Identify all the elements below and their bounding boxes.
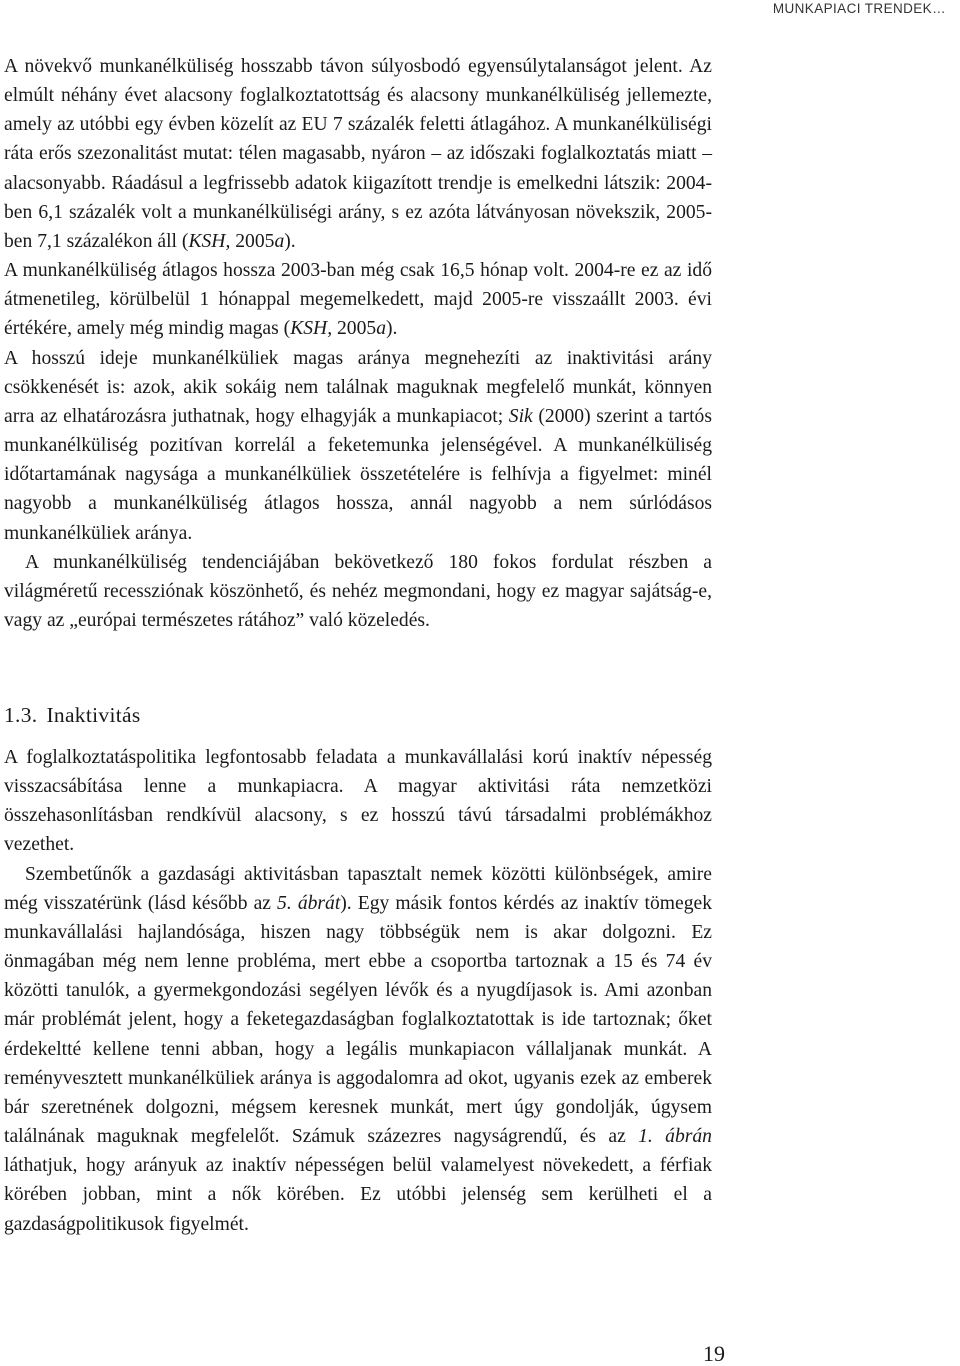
citation: KSH, <box>290 318 333 340</box>
paragraph: A foglalkoztatáspolitika legfontosabb feladata a munkavállalási korú inaktív népesség visszacsábítása lenne a munkapiacra. A magyar aktivitási ráta nemzetközi összehasonlításban rendkívül alacsony, s ez hosszú távú társadalmi problémákhoz vezethet. <box>4 747 712 856</box>
citation-suffix: a <box>376 318 386 340</box>
paragraph: A növekvő munkanélküliség hosszabb távon súlyosbodó egyensúlytalanságot jelent. Az elmúlt néhány évet alacsony foglalkoztatottság és alacsony munkanélküliség jellemezte, amely az utóbbi egy évben közelít az EU 7 százalék feletti átlagához. A munkanélküliségi ráta erős szezonalitást mutat: télen magasabb, nyáron – az időszaki foglalkoztatás miatt – alacsonyabb. Ráadásul a legfrissebb adatok kiigazított trendje is emelkedni látszik: 2004-ben 6,1 százalék volt a munkanélküliségi arány, s ez azóta látványosan növekszik, 2005-ben 7,1 százalékon áll (KSH, 2005a). <box>4 56 712 252</box>
paragraph: A munkanélküliség átlagos hossza 2003-ban még csak 16,5 hónap volt. 2004-re ez az idő átmenetileg, körülbelül 1 hónappal megemelkedett, majd 2005-re visszaállt 2003. évi értékére, amely még mindig magas (KSH, 2005a). <box>4 260 712 340</box>
page-number: 19 <box>703 1341 725 1366</box>
section-heading <box>4 700 141 730</box>
citation-suffix: a <box>274 230 285 252</box>
citation: KSH, <box>188 230 231 252</box>
figure-reference: 1. ábrán <box>638 1126 712 1148</box>
section-unemployment-text <box>4 52 712 635</box>
paragraph: A hosszú ideje munkanélküliek magas aránya megnehezíti az inaktivitási arány csökkenését is: azok, akik sokáig nem találnak maguknak megfelelő munkát, könnyen arra az elhatározásra juthatnak, hogy elhagyják a munkapiacot; Sik (2000) szerint a tartós munkanélküliség pozitívan korrelál a feketemunka jelenségével. A munkanélküliség időtartamának nagysága a munkanélküliek összetételére is felhívja a figyelmet: minél nagyobb a munkanélküliség átlagos hossza, annál nagyobb a nem súrlódásos munkanélküliek aránya. <box>4 347 712 544</box>
paragraph: Szembetűnők a gazdasági aktivitásban tapasztalt nemek közötti különbségek, amire még visszatérünk (lásd később az 5. ábrát). Egy másik fontos kérdés az inaktív tömegek munkavállalási hajlandósága, hiszen nagy többségük nem is akar dolgozni. Ez önmagában még nem lenne probléma, mert ebbe a csoportba tartoznak a 15 és 74 év közötti tanulók, a gyermekgondozási segélyen lévők és a nyugdíjasok is. Ami azonban már problémát jelent, hogy a feketegazdaságban foglalkoztatottak is ide tartoznak; őket érdekeltté kellene tenni abban, hogy a legális munkapiacon vállaljanak munkát. A reményvesztett munkanélküliek aránya is aggodalomra ad okot, ugyanis ezek az emberek bár szeretnének dolgozni, mégsem keresnek munkát, mert úgy gondolják, úgysem találnának maguknak megfelelőt. Számuk százezres nagyságrendű, és az 1. ábrán láthatjuk, hogy arányuk az inaktív népességen belül valamelyest növekedett, a férfiak körében jobban, mint a nők körében. Ez utóbbi jelenség sem kerülheti el a gazdaságpolitikusok figyelmét. <box>4 863 712 1235</box>
paragraph: A munkanélküliség tendenciájában bekövetkező 180 fokos fordulat részben a világméretű recessziónak köszönhető, és nehéz megmondani, hogy ez magyar sajátság-e, vagy az „európai természetes rátához” való közeledés. <box>4 551 712 631</box>
citation: Sik <box>508 405 533 427</box>
running-header: MUNKAPIACI TRENDEK… <box>772 1 946 16</box>
section-inactivity-text <box>4 743 712 1239</box>
figure-reference: 5. ábrát <box>277 892 341 914</box>
section-title: Inaktivitás <box>46 703 141 727</box>
section-number: 1.3. <box>4 703 38 727</box>
